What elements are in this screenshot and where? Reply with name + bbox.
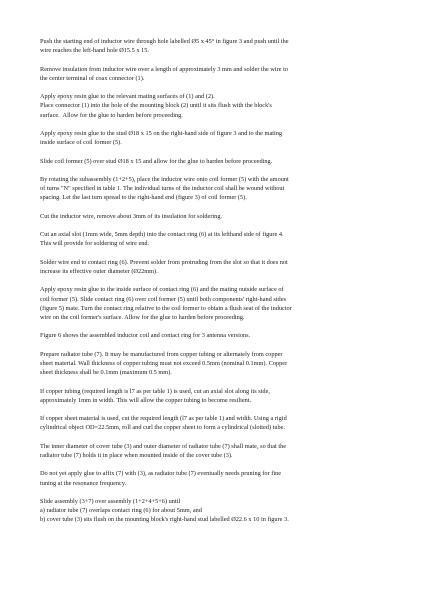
text-line: tuning at the resonance frequency. xyxy=(40,479,127,487)
text-line: surface. Allow for the glue to harden before proceeding. xyxy=(40,111,183,119)
paragraph xyxy=(40,37,383,55)
text-line: coil former (5). Slide contact ring (6) over coil former (5) until both components' right-hand sides xyxy=(40,295,286,303)
text-line: of turns "N" specified in table 1. The individual turns of the inductor coil shall be wound without xyxy=(40,185,285,193)
text-line: sheet thickness shall be 0.1mm (maximum 0.5 mm). xyxy=(40,369,172,377)
text-line: If copper sheet material is used, cut the required length (l7 as per table 1) and width. Using a rigid xyxy=(40,415,287,423)
paragraph xyxy=(40,129,383,147)
paragraph xyxy=(40,157,383,166)
text-line: If copper tubing (required length is l7 as per table 1) is used, cut an axial slot along its side, xyxy=(40,387,270,395)
paragraph xyxy=(40,175,383,203)
text-line: Prepare radiator tube (7). It may be manufactured from copper tubing or alternately from copper xyxy=(40,350,283,358)
text-line: Solder wire end to contact ring (6). Prevent solder from protruding from the slot so that it does not xyxy=(40,258,288,266)
text-line: spacing. Let the last turn spread to the right-hand end (figure 3) of coil former (5). xyxy=(40,194,247,202)
paragraph xyxy=(40,92,383,120)
text-line: This will provide for soldering of wire end. xyxy=(40,240,150,248)
text-line: approximately 1mm in width. This will allow the copper tubing to become resilient. xyxy=(40,396,252,404)
paragraph xyxy=(40,387,383,405)
paragraph xyxy=(40,350,383,378)
text-line: By rotating the subassembly (1+2+5), place the inductor wire onto coil former (5) with the amount xyxy=(40,175,289,183)
paragraph xyxy=(40,258,383,276)
paragraph xyxy=(40,285,383,322)
text-line: Apply epoxy resin glue to the relevant mating surfaces of (1) and (2). xyxy=(40,93,215,101)
text-line: Apply epoxy resin glue to the inside surface of contact ring (6) and the mating outside surface of xyxy=(40,286,284,294)
paragraph xyxy=(40,414,383,432)
text-line: inside surface of coil former (5). xyxy=(40,139,122,147)
text-line: Figure 6 shows the assembled inductor coil and contact ring for 3 antenna versions. xyxy=(40,332,251,340)
text-line: wire on the coil former's surface. Allow for the glue to harden before proceeding. xyxy=(40,313,245,321)
text-line: the center terminal of coax connector (1). xyxy=(40,74,145,82)
text-line: a) radiator tube (7) overlaps contact ring (6) for about 5mm, and xyxy=(40,507,202,515)
text-line: The inner diameter of cover tube (3) and outer diameter of radiator tube (7) shall mate, so that the xyxy=(40,442,287,450)
text-line: b) cover tube (3) sits flush on the mounting block's right-hand stud labelled Ø22.6 x 10 in figure 3. xyxy=(40,516,289,524)
text-line: cylindrical object OD=22.5mm, roll and curl the copper sheet to form a cylindrical (slotted) tube. xyxy=(40,424,286,432)
text-line: Slide coil former (5) over stud Ø18 x 15 and allow for the glue to harden before proceeding. xyxy=(40,157,273,165)
text-line: Place connector (1) into the hole of the mounting block (2) until it sits flush with the block's xyxy=(40,102,272,110)
text-line: wire reaches the left-hand hole Ø15.5 x 15. xyxy=(40,47,149,55)
text-line: increase its effective outer diameter (Ø22mm). xyxy=(40,267,158,275)
text-line: Remove insulation from inductor wire over a length of approximately 3 mm and solder the wire to xyxy=(40,65,288,73)
text-line: Cut an axial slot (1mm wide, 5mm depth) into the contact ring (6) at its lefthand side of figure 4. xyxy=(40,231,284,239)
text-line: Slide assembly (3+7) over assembly (1+2+4+5+6) until xyxy=(40,497,181,505)
document-body xyxy=(40,37,383,525)
paragraph xyxy=(40,331,383,340)
text-line: Push the starting end of inductor wire through hole labelled Ø5 x 45° in figure 3 and push until the xyxy=(40,38,289,45)
paragraph xyxy=(40,65,383,83)
paragraph xyxy=(40,469,383,487)
paragraph xyxy=(40,497,383,525)
paragraph xyxy=(40,230,383,248)
paragraph xyxy=(40,212,383,221)
text-line: radiator tube (7) holds it in place when mounted inside of the cover tube (3). xyxy=(40,451,233,459)
text-line: sheet material. Wall thickness of copper tubing must not exceed 0.5mm (nominal 0.1mm). Copper xyxy=(40,359,288,367)
paragraph xyxy=(40,442,383,460)
text-line: Apply epoxy resin glue to the stud Ø18 x 15 on the right-hand side of figure 3 and to the mating xyxy=(40,129,283,137)
text-line: Do not yet apply glue to affix (7) with (3), as radiator tube (7) eventually needs pruning for fine xyxy=(40,470,282,478)
text-line: (figure 5) mate. Turn the contact ring relative to the coil former to obtain a flush seat of the inductor xyxy=(40,304,292,312)
text-line: Cut the inductor wire, remove about 3mm of its insulation for soldering. xyxy=(40,212,223,220)
